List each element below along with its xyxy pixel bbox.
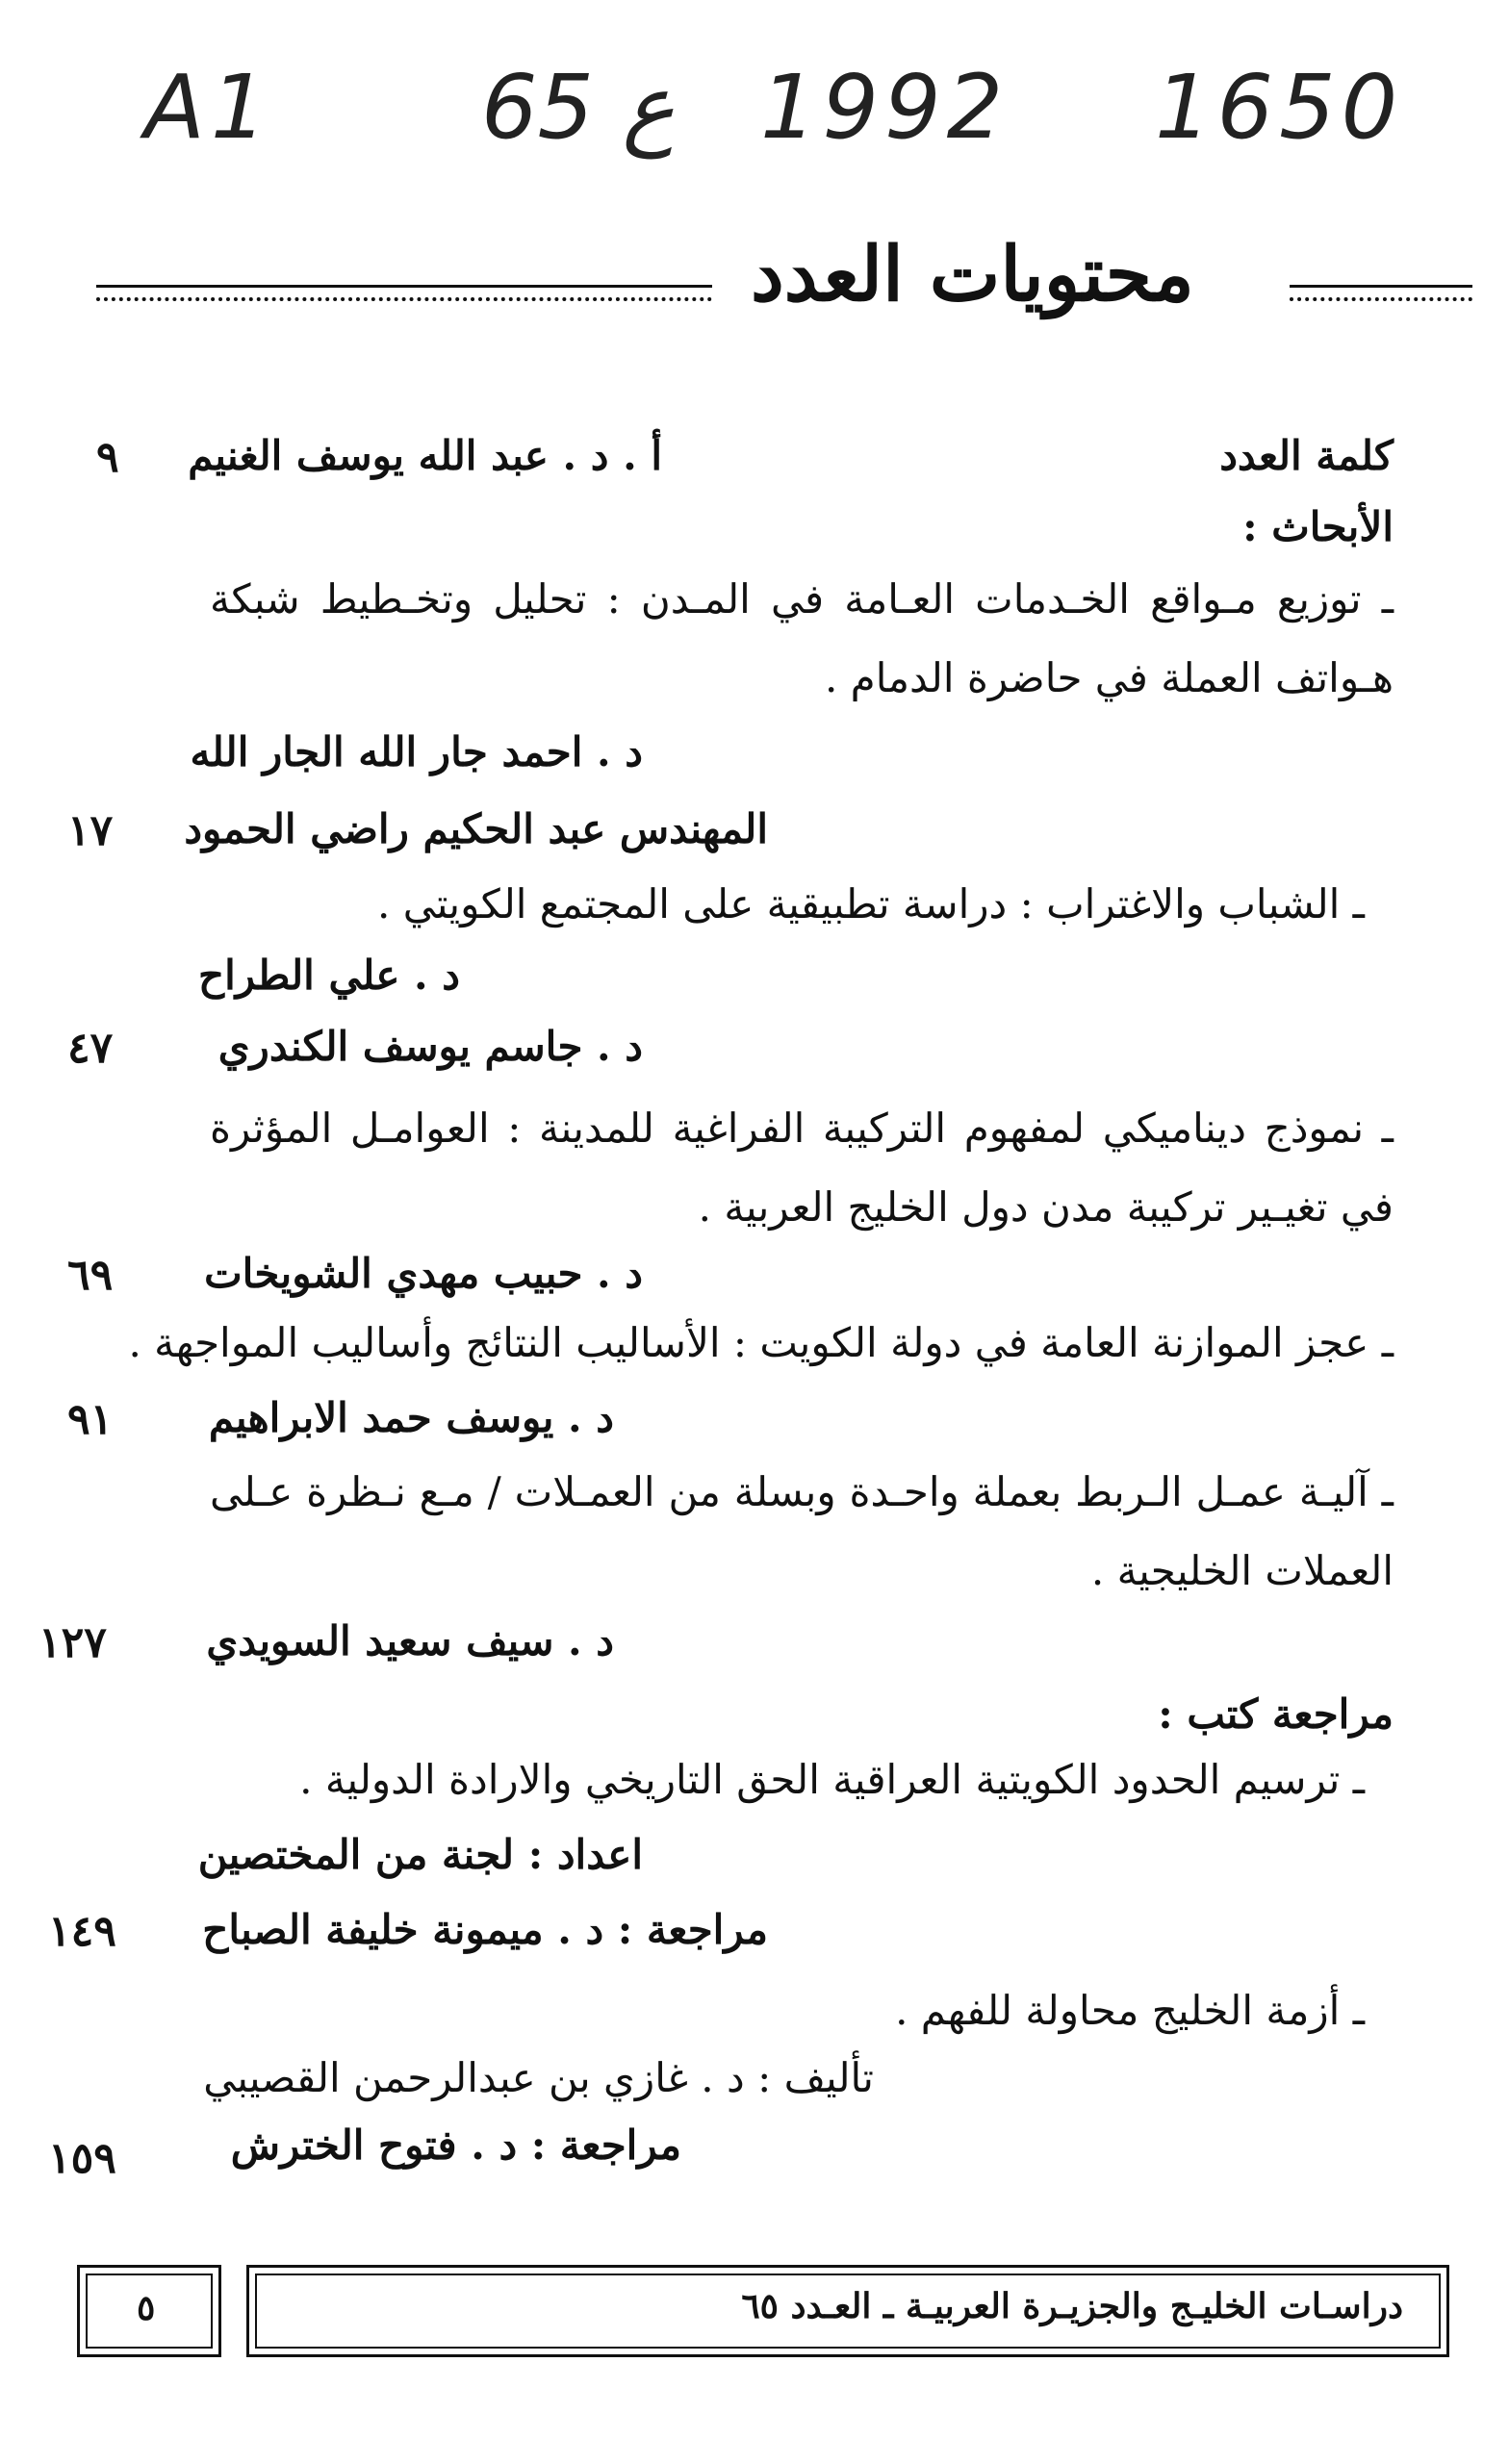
article-3-title: ـ نموذج ديناميكي لمفهوم التركيبة الفراغية للمدينة : العوامـل المؤثرة في تغيـير تركيبة مدن دول الخليج العربية . xyxy=(210,1105,1394,1231)
article-2-page: ٤٧ xyxy=(67,1024,114,1073)
article-4-author: د . يوسف حمد الابراهيم xyxy=(208,1394,614,1441)
article-1-author-2: المهندس عبد الحكيم راضي الحمود xyxy=(184,805,768,852)
review-2-page: ١٥٩ xyxy=(48,2134,116,2183)
article-2-author-1: د . علي الطراح xyxy=(197,952,460,999)
handwritten-year: 1992 xyxy=(760,56,1010,159)
article-1-page: ١٧ xyxy=(67,806,114,855)
editorial-author: أ . د . عبد الله يوسف الغنيم xyxy=(188,432,662,479)
article-4-page: ٩١ xyxy=(67,1395,114,1444)
review-2-title: ـ أزمة الخليج محاولة للفهم . xyxy=(895,1987,1365,2034)
review-1-prepared-by: اعداد : لجنة من المختصين xyxy=(197,1831,643,1878)
review-1-reviewer: مراجعة : د . ميمونة خليفة الصباح xyxy=(202,1906,768,1953)
handwritten-issue: 65 ع xyxy=(481,56,676,159)
review-1-page: ١٤٩ xyxy=(48,1907,116,1956)
article-5-author: د . سيف سعيد السويدي xyxy=(206,1617,614,1664)
article-2-title: ـ الشباب والاغتراب : دراسة تطبيقية على المجتمع الكويتي . xyxy=(377,880,1365,927)
article-1-title: ـ توزيع مـواقع الخـدمات العـامة في المـدن : تحليل وتخـطيط شبكة هـواتف العملة في حاضرة الدمام . xyxy=(210,575,1394,701)
article-2-author-2: د . جاسم يوسف الكندري xyxy=(217,1023,643,1070)
page-title: محتويات العدد xyxy=(751,231,1194,318)
article-3-author: د . حبيب مهدي الشويخات xyxy=(204,1250,643,1297)
title-rule-right xyxy=(1290,285,1472,301)
title-rule-left xyxy=(96,285,712,301)
editorial-page: ٩ xyxy=(96,433,119,482)
section-research: الأبحاث : xyxy=(1242,503,1394,550)
handwritten-number: 1650 xyxy=(1155,56,1404,159)
section-reviews: مراجعة كتب : xyxy=(1158,1690,1394,1738)
page-title-row xyxy=(96,231,1472,337)
footer-page-number: ٥ xyxy=(137,2288,156,2328)
review-2-reviewer: مراجعة : د . فتوح الخترش xyxy=(230,2121,681,2169)
article-5-page: ١٢٧ xyxy=(38,1618,107,1667)
review-2-author: تأليف : د . غازي بن عبدالرحمن القصيبي xyxy=(203,2054,874,2101)
review-1-title: ـ ترسيم الحدود الكويتية العراقية الحق التاريخي والارادة الدولية . xyxy=(299,1756,1365,1803)
handwritten-ref: A1 xyxy=(144,56,273,159)
footer-journal-title: دراسـات الخليـج والجزيـرة العربيـة ـ العـدد ٦٥ xyxy=(741,2286,1403,2326)
article-1-author-1: د . احمد جار الله الجار الله xyxy=(190,728,643,775)
article-3-page: ٦٩ xyxy=(67,1251,114,1300)
article-5-title: ـ آليـة عمـل الـربط بعملة واحـدة وبسلة من العمـلات / مـع نـظرة عـلى العملات الخليجية . xyxy=(210,1468,1394,1594)
article-4-title: ـ عجز الموازنة العامة في دولة الكويت : الأساليب النتائج وأساليب المواجهة . xyxy=(128,1319,1394,1366)
section-editorial: كلمة العدد xyxy=(1219,432,1394,479)
